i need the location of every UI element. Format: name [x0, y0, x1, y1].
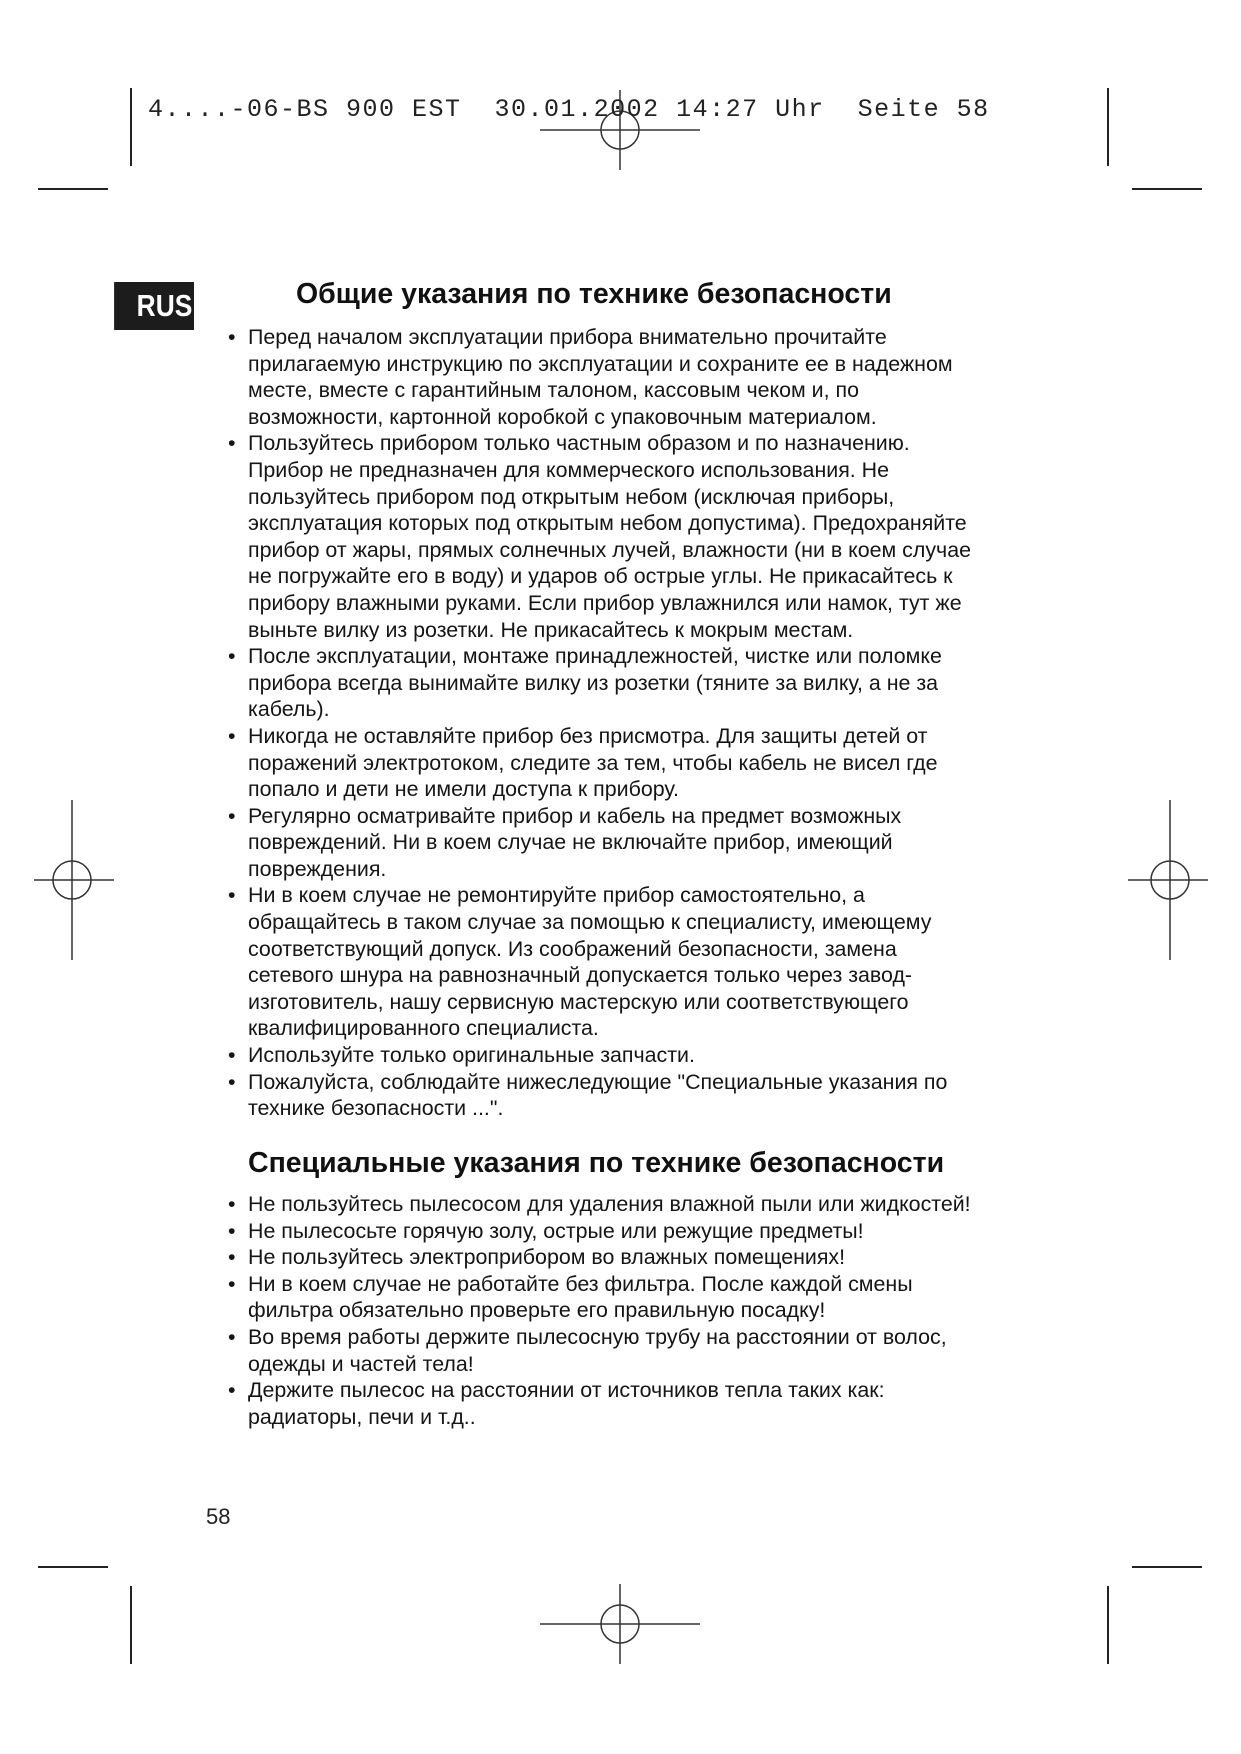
list-item: • Перед началом эксплуатации прибора внимательно прочитайте прилагаемую инструкцию по эксплуатации и сохраните ее в надежном месте, вместе с гарантийным талоном, кассовым чеком и, по возможности, картонной коробкой с упаковочным материалом.: [208, 324, 1108, 430]
crop-mark: [1107, 88, 1109, 166]
general-safety-list: [208, 324, 1108, 1122]
list-item: • Не пользуйтесь пылесосом для удаления влажной пыли или жидкостей!: [208, 1191, 1108, 1218]
special-safety-list: [208, 1191, 1108, 1430]
list-item: • Регулярно осматривайте прибор и кабель на предмет возможных повреждений. Ни в коем случае не включайте прибор, имеющий повреждения.: [208, 803, 1108, 883]
list-item: • Во время работы держите пылесосную трубу на расстоянии от волос, одежды и частей тела!: [208, 1324, 1108, 1377]
crop-mark: [1132, 188, 1202, 190]
list-item: • Не пылесосьте горячую золу, острые или режущие предметы!: [208, 1218, 1108, 1245]
section-title-general: Общие указания по технике безопасности: [296, 278, 892, 310]
list-item: • Ни в коем случае не ремонтируйте прибор самостоятельно, а обращайтесь в таком случае за помощью к специалисту, имеющему соответствующий допуск. Из соображений безопасности, замена сетевого шнура на равнозначный допускается только через завод- изготовитель, нашу сервисную мастерскую или соответствующего квалифицированного специалиста.: [208, 882, 1108, 1042]
registration-mark-bottom: [540, 1584, 700, 1664]
registration-mark-left: [34, 800, 114, 960]
list-item: • Никогда не оставляйте прибор без присмотра. Для защиты детей от поражений электротоком, следите за тем, чтобы кабель не висел где попало и дети не имели доступа к прибору.: [208, 723, 1108, 803]
crop-mark: [130, 1586, 132, 1664]
crop-mark: [1107, 1586, 1109, 1664]
print-header: 4....-06-BS 900 EST 30.01.2002 14:27 Uhr Seite 58: [148, 95, 990, 124]
list-item: • После эксплуатации, монтаже принадлежностей, чистке или поломке прибора всегда вынимайте вилку из розетки (тяните за вилку, а не за кабель).: [208, 643, 1108, 723]
registration-mark-right: [1128, 800, 1208, 960]
list-item: • Держите пылесос на расстоянии от источников тепла таких как: радиаторы, печи и т.д..: [208, 1377, 1108, 1430]
section-title-special: Специальные указания по технике безопасности: [248, 1147, 945, 1179]
list-item: • Пожалуйста, соблюдайте нижеследующие "Специальные указания по технике безопасности ...".: [208, 1069, 1108, 1122]
page-number: 58: [206, 1504, 231, 1529]
list-item: • Ни в коем случае не работайте без фильтра. После каждой смены фильтра обязательно проверьте его правильную посадку!: [208, 1271, 1108, 1324]
list-item: • Используйте только оригинальные запчасти.: [208, 1042, 1108, 1069]
crop-mark: [1132, 1566, 1202, 1568]
crop-mark: [38, 188, 108, 190]
crop-mark: [38, 1566, 108, 1568]
list-item: • Не пользуйтесь электроприбором во влажных помещениях!: [208, 1244, 1108, 1271]
list-item: • Пользуйтесь прибором только частным образом и по назначению. Прибор не предназначен для коммерческого использования. Не пользуйтесь прибором под открытым небом (исключая приборы, эксплуатация которых под открытым небом допустима). Предохраняйте прибор от жары, прямых солнечных лучей, влажности (ни в коем случае не погружайте его в воду) и ударов об острые углы. Не прикасайтесь к прибору влажными руками. Если прибор увлажнился или намок, тут же выньте вилку из розетки. Не прикасайтесь к мокрым местам.: [208, 430, 1108, 643]
crop-mark: [130, 88, 132, 166]
language-tab: RUS: [114, 282, 194, 330]
